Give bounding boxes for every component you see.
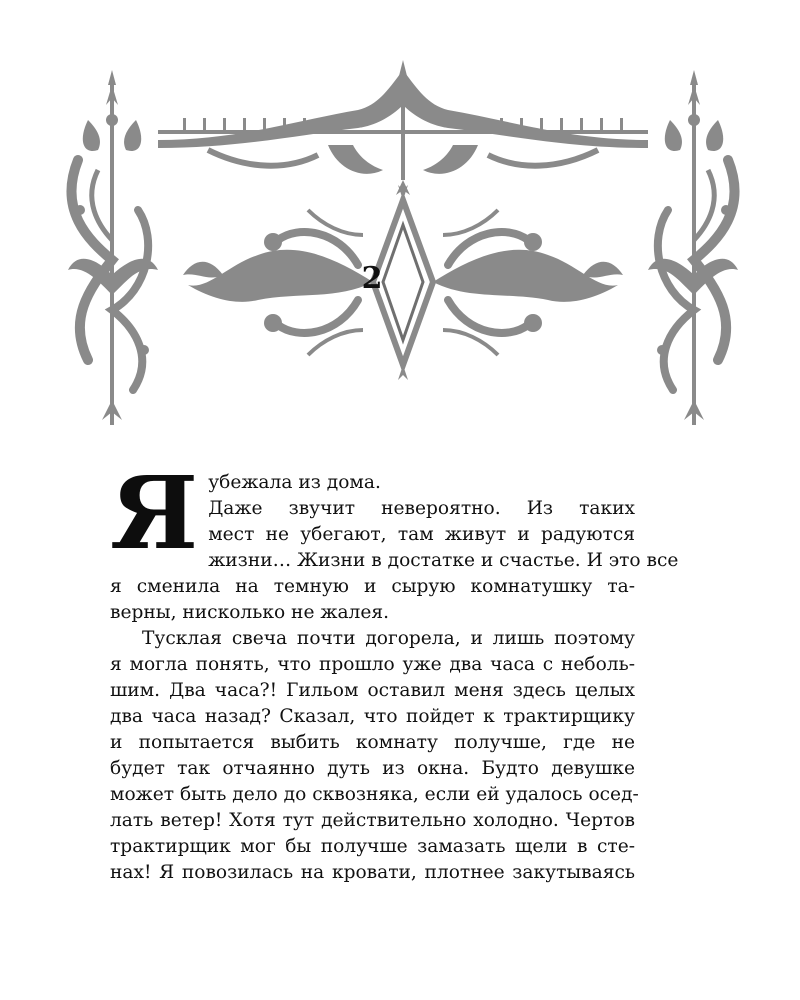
text-line: и попытается выбить комнату получше, где не — [110, 732, 635, 753]
paragraph — [110, 626, 639, 886]
chapter-ornament — [58, 60, 748, 435]
text-line: верны, нисколько не жалея. — [110, 602, 390, 623]
text-line: Даже звучит невероятно. Из таких — [208, 498, 635, 519]
text-line: может быть дело до сквозняка, если ей удалось осед- — [110, 784, 639, 805]
text-line: убежала из дома. — [208, 472, 381, 493]
text-line: лать ветер! Хотя тут действительно холодно. Чертов — [110, 810, 635, 831]
left-pillar-ornament — [68, 70, 158, 425]
text-line: я могла понять, что прошло уже два часа с неболь- — [110, 654, 635, 675]
text-line: мест не убегают, там живут и радуются — [208, 524, 635, 545]
text-line: жизни… Жизни в достатке и счастье. И это все — [208, 550, 679, 571]
drop-cap: Я — [110, 454, 199, 572]
right-pillar-ornament — [648, 70, 738, 425]
text-line: два часа назад? Сказал, что пойдет к трактирщику — [110, 706, 635, 727]
center-medallion-ornament — [183, 185, 623, 380]
text-line: будет так отчаянно дуть из окна. Будто девушке — [110, 758, 635, 779]
top-arch-ornament — [158, 60, 648, 195]
text-line: нах! Я повозилась на кровати, плотнее закутываясь — [110, 862, 635, 883]
chapter-body — [110, 454, 679, 886]
text-line: трактирщик мог бы получше замазать щели в сте- — [110, 836, 635, 857]
chapter-number: 2 — [361, 261, 383, 296]
text-line: Тусклая свеча почти догорела, и лишь поэтому — [142, 628, 635, 649]
text-line: я сменила на темную и сырую комнатушку та- — [110, 576, 635, 597]
text-line: шим. Два часа?! Гильом оставил меня здесь целых — [110, 680, 635, 701]
